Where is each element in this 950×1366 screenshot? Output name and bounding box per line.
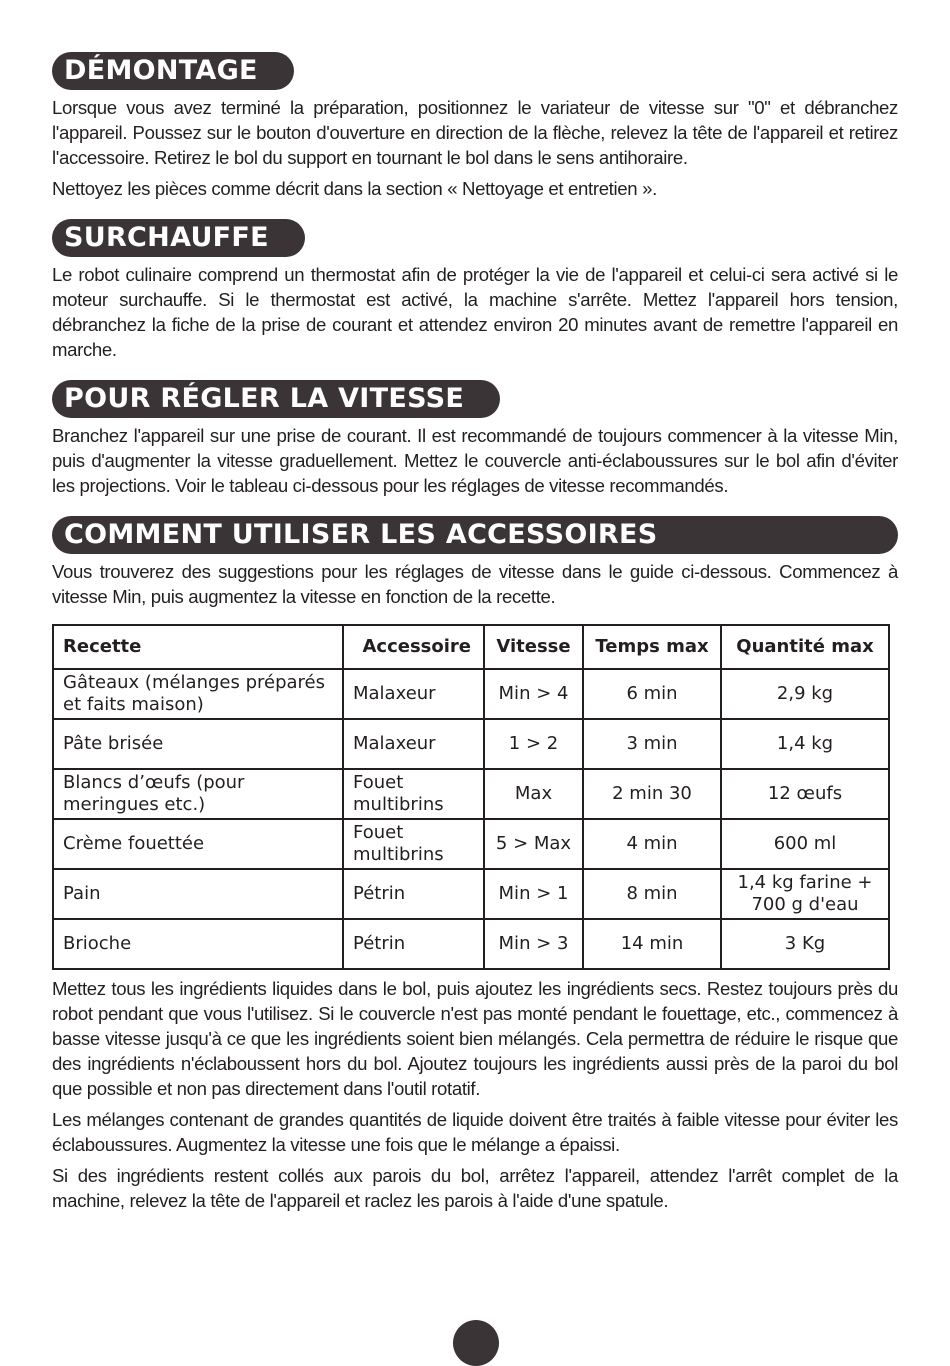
cell-recette: Blancs d’œufs (pour meringues etc.)	[53, 769, 343, 819]
demontage-paragraph-2: Nettoyez les pièces comme décrit dans la section « Nettoyage et entretien ».	[52, 178, 657, 199]
table-row	[53, 669, 889, 719]
cell-vitesse: 1 > 2	[484, 719, 583, 769]
cell-accessoire: Malaxeur	[343, 669, 484, 719]
table-row	[53, 719, 889, 769]
section-surchauffe	[52, 219, 898, 362]
cell-vitesse: Max	[484, 769, 583, 819]
cell-recette: Crème fouettée	[53, 819, 343, 869]
cell-accessoire: Malaxeur	[343, 719, 484, 769]
cell-recette: Brioche	[53, 919, 343, 969]
cell-accessoire: Pétrin	[343, 919, 484, 969]
cell-temps-max: 8 min	[583, 869, 721, 919]
vitesse-paragraph: Branchez l'appareil sur une prise de courant. Il est recommandé de toujours commencer à la vitesse Min, puis d'augmenter la vitesse graduellement. Mettez le couvercle anti-éclaboussures sur le bol afin d'éviter les projections. Voir le tableau ci-dessous pour les réglages de vitesse recommandés.	[52, 425, 898, 496]
cell-quantite-max: 2,9 kg	[721, 669, 889, 719]
cell-vitesse: Min > 4	[484, 669, 583, 719]
section-demontage	[52, 52, 898, 201]
cell-temps-max: 3 min	[583, 719, 721, 769]
table-row	[53, 769, 889, 819]
page-number-badge	[453, 1320, 499, 1366]
accessoires-note-2: Les mélanges contenant de grandes quantités de liquide doivent être traités à faible vitesse pour éviter les éclaboussures. Augmentez la vitesse une fois que le mélange a épaissi.	[52, 1109, 898, 1155]
header-recette: Recette	[53, 625, 343, 669]
table-row	[53, 819, 889, 869]
cell-quantite-max: 3 Kg	[721, 919, 889, 969]
cell-vitesse: 5 > Max	[484, 819, 583, 869]
speed-settings-table	[52, 624, 890, 970]
table-row	[53, 919, 889, 969]
cell-quantite-max: 1,4 kg	[721, 719, 889, 769]
section-vitesse	[52, 380, 898, 498]
cell-quantite-max: 600 ml	[721, 819, 889, 869]
header-temps-max: Temps max	[583, 625, 721, 669]
cell-vitesse: Min > 1	[484, 869, 583, 919]
surchauffe-paragraph: Le robot culinaire comprend un thermostat afin de protéger la vie de l'appareil et celui-ci sera activé si le moteur surchauffe. Si le thermostat est activé, la machine s'arrête. Mettez l'appareil hors tension, débranchez la fiche de la prise de courant et attendez environ 20 minutes avant de remettre l'appareil en marche.	[52, 264, 898, 360]
cell-recette: Pâte brisée	[53, 719, 343, 769]
section-heading-accessoires: COMMENT UTILISER LES ACCESSOIRES	[52, 516, 898, 554]
accessoires-notes	[52, 976, 898, 1213]
accessoires-intro: Vous trouverez des suggestions pour les réglages de vitesse dans le guide ci-dessous. Commencez à vitesse Min, puis augmentez la vitesse en fonction de la recette.	[52, 561, 898, 607]
cell-quantite-max: 12 œufs	[721, 769, 889, 819]
header-vitesse: Vitesse	[484, 625, 583, 669]
cell-temps-max: 4 min	[583, 819, 721, 869]
header-accessoire: Accessoire	[343, 625, 484, 669]
cell-recette: Gâteaux (mélanges préparés et faits maison)	[53, 669, 343, 719]
table-header-row	[53, 625, 889, 669]
cell-accessoire: Fouet multibrins	[343, 819, 484, 869]
section-accessoires	[52, 516, 898, 1213]
cell-temps-max: 14 min	[583, 919, 721, 969]
cell-vitesse: Min > 3	[484, 919, 583, 969]
accessoires-note-1: Mettez tous les ingrédients liquides dans le bol, puis ajoutez les ingrédients secs. Restez toujours près du robot pendant que vous l'utilisez. Si le couvercle n'est pas monté pendant le fouettage, etc., commencez à basse vitesse jusqu'à ce que les ingrédients soient bien mélangés. Cela permettra de réduire le risque que des ingrédients n'éclaboussent hors du bol. Ajoutez toujours les ingrédients aussi près de la paroi du bol que possible et non pas directement dans l'outil rotatif.	[52, 978, 898, 1099]
cell-accessoire: Pétrin	[343, 869, 484, 919]
accessoires-note-3: Si des ingrédients restent collés aux parois du bol, arrêtez l'appareil, attendez l'arrêt complet de la machine, relevez la tête de l'appareil et raclez les parois à l'aide d'une spatule.	[52, 1165, 898, 1211]
section-heading-vitesse: POUR RÉGLER LA VITESSE	[52, 380, 500, 418]
demontage-paragraph-1: Lorsque vous avez terminé la préparation, positionnez le variateur de vitesse sur "0" et débranchez l'appareil. Poussez sur le bouton d'ouverture en direction de la flèche, relevez la tête de l'appareil et retirez l'accessoire. Retirez le bol du support en tournant le bol dans le sens antihoraire.	[52, 97, 898, 168]
section-heading-demontage: DÉMONTAGE	[52, 52, 294, 90]
table-row	[53, 869, 889, 919]
manual-page	[52, 52, 898, 1231]
cell-quantite-max: 1,4 kg farine + 700 g d'eau	[721, 869, 889, 919]
cell-accessoire: Fouet multibrins	[343, 769, 484, 819]
header-quantite-max: Quantité max	[721, 625, 889, 669]
section-heading-surchauffe: SURCHAUFFE	[52, 219, 305, 257]
cell-temps-max: 6 min	[583, 669, 721, 719]
cell-temps-max: 2 min 30	[583, 769, 721, 819]
cell-recette: Pain	[53, 869, 343, 919]
